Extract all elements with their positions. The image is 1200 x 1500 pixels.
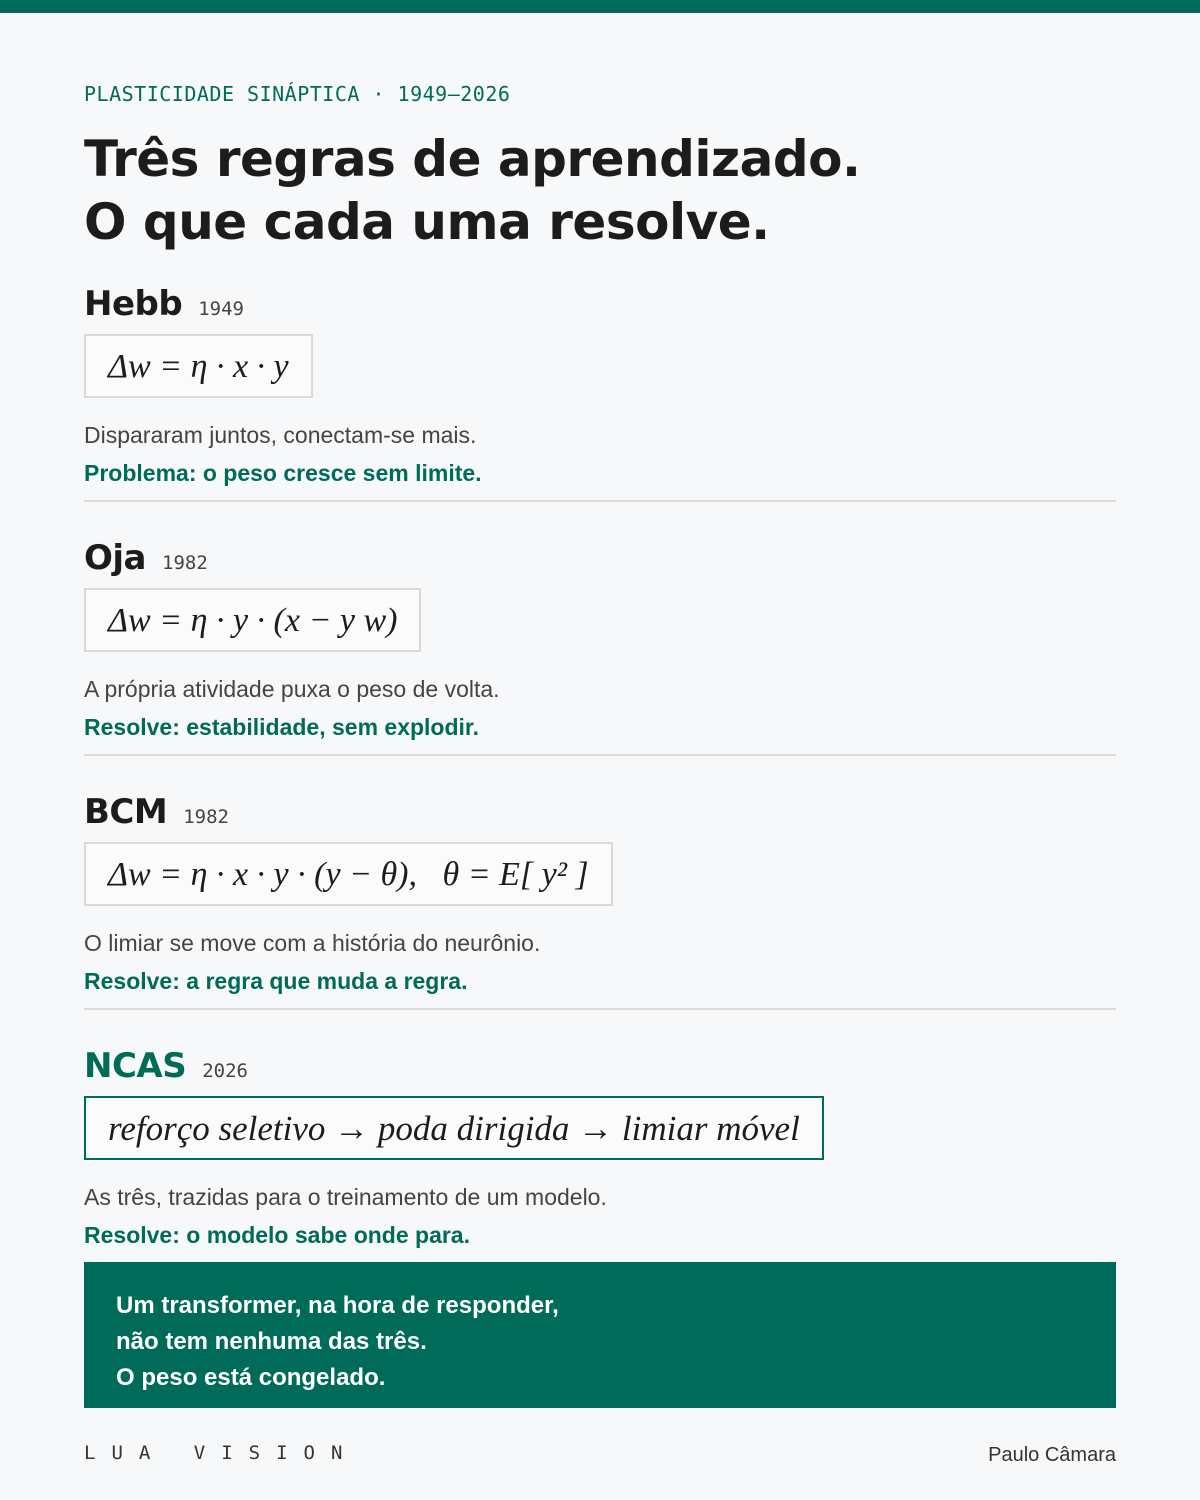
formula-box: Δw = η · x · y [84, 334, 313, 398]
rule-description: O limiar se move com a história do neurônio. [84, 930, 541, 956]
rule-bcm [84, 792, 1116, 996]
author-name: Paulo Câmara [988, 1444, 1116, 1466]
rule-name: Oja [84, 538, 147, 578]
rule-header [84, 792, 1116, 832]
page-title [84, 128, 1116, 254]
rule-hebb [84, 284, 1116, 488]
rule-header [84, 538, 1116, 578]
kicker: PLASTICIDADE SINÁPTICA · 1949—2026 [84, 82, 511, 106]
rule-ncas [84, 1046, 1116, 1250]
formula-box: Δw = η · x · y · (y − θ), θ = E[ y² ] [84, 842, 613, 906]
title-line-2: O que cada uma resolve. [84, 193, 770, 251]
formula-box: Δw = η · y · (x − y w) [84, 588, 421, 652]
top-accent-bar [0, 0, 1200, 13]
callout-box [84, 1262, 1116, 1408]
title-line-1: Três regras de aprendizado. [84, 130, 861, 188]
rule-verdict: Resolve: a regra que muda a regra. [84, 968, 468, 994]
brand-wordmark: LUA VISION [84, 1442, 359, 1464]
rule-name: NCAS [84, 1046, 187, 1086]
divider [84, 500, 1116, 502]
rule-oja [84, 538, 1116, 742]
callout-line-1: Um transformer, na hora de responder, [116, 1292, 559, 1319]
rule-description: As três, trazidas para o treinamento de um modelo. [84, 1184, 607, 1210]
rule-description: Dispararam juntos, conectam-se mais. [84, 422, 477, 448]
rule-header [84, 1046, 1116, 1086]
rule-name: BCM [84, 792, 168, 832]
divider [84, 1008, 1116, 1010]
rule-verdict: Problema: o peso cresce sem limite. [84, 460, 482, 486]
callout-line-2: não tem nenhuma das três. [116, 1328, 427, 1355]
rule-verdict: Resolve: o modelo sabe onde para. [84, 1222, 470, 1248]
rule-year: 1982 [162, 552, 208, 574]
rule-name: Hebb [84, 284, 183, 324]
rule-header [84, 284, 1116, 324]
callout-line-3: O peso está congelado. [116, 1364, 386, 1391]
formula-box: reforço seletivo → poda dirigida → limiar móvel [84, 1096, 824, 1160]
rule-year: 2026 [202, 1060, 248, 1082]
rule-verdict: Resolve: estabilidade, sem explodir. [84, 714, 479, 740]
divider [84, 754, 1116, 756]
rule-description: A própria atividade puxa o peso de volta. [84, 676, 500, 702]
rule-year: 1949 [198, 298, 244, 320]
rule-year: 1982 [183, 806, 229, 828]
